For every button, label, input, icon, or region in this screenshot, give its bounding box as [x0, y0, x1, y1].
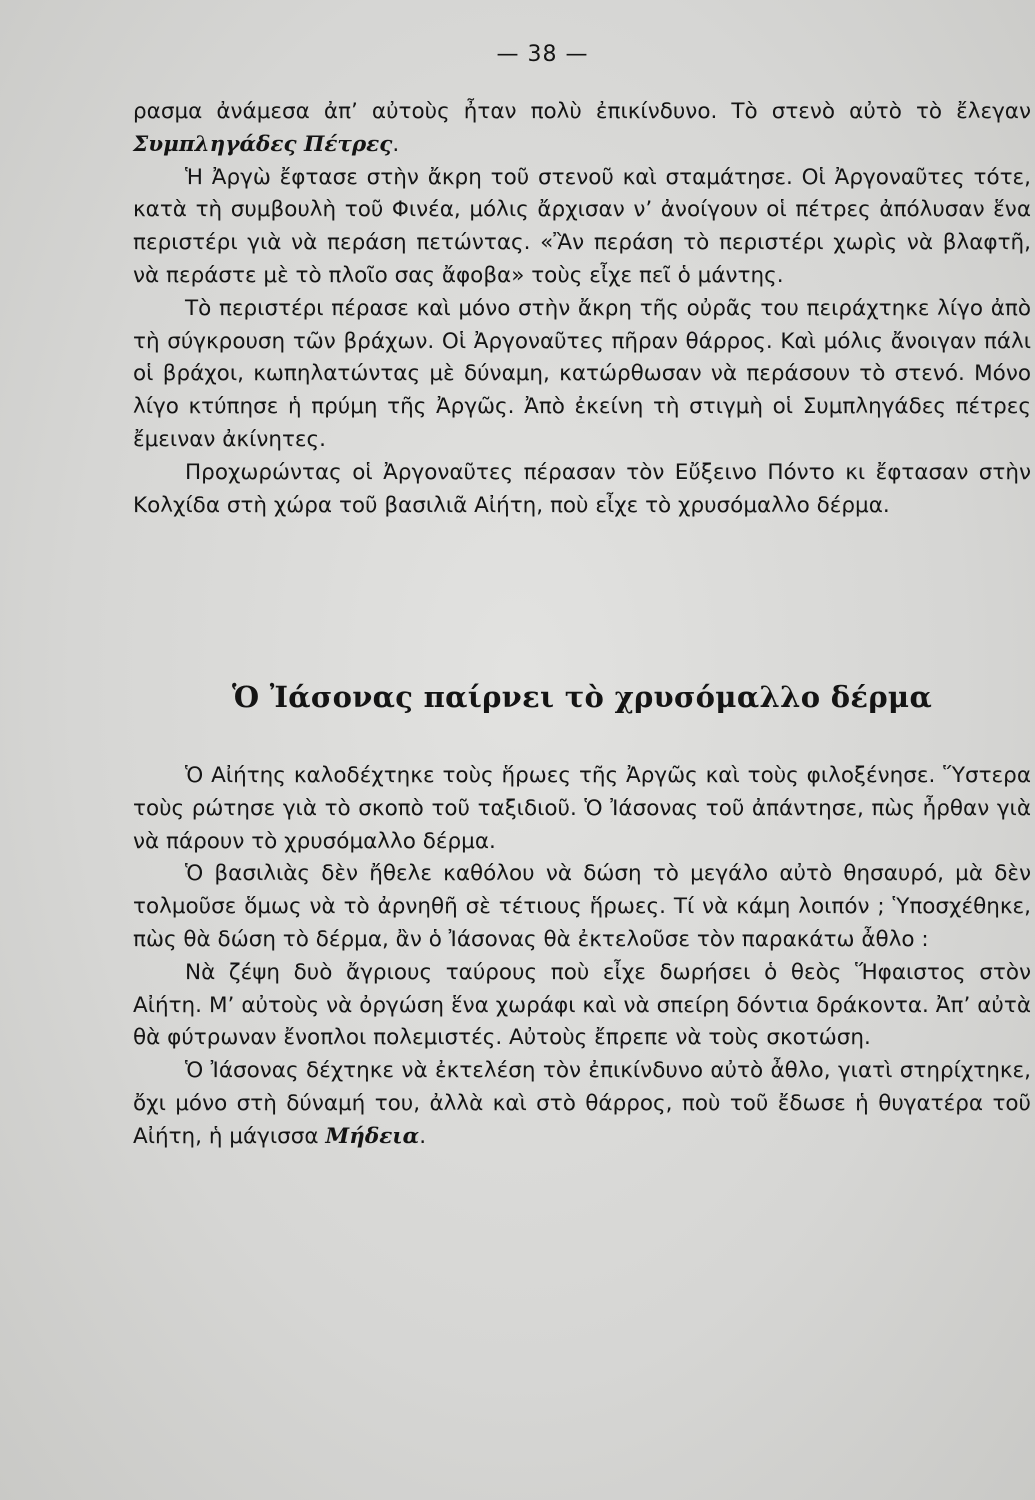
- paragraph-4: Προχωρώντας οἱ Ἀργοναῦτες πέρασαν τὸν Εὔξεινο Πόντο κι ἔφτασαν στὴν Κολχίδα στὴ χώρα τοῦ βασιλιᾶ Αἰήτη, ποὺ εἶχε τὸ χρυσόμαλλο δέρμα.: [133, 459, 1031, 518]
- paragraph-2: Ἡ Ἀργὼ ἔφτασε στὴν ἄκρη τοῦ στενοῦ καὶ σταμάτησε. Οἱ Ἀργοναῦτες τότε, κατὰ τὴ συμβουλὴ τοῦ Φινέα, μόλις ἄρχισαν ν’ ἀνοίγουν οἱ πέτρες ἀπόλυσαν ἕνα περιστέρι γιὰ νὰ περάση πετώντας. «Ἂν περάση τὸ περιστέρι χωρὶς νὰ βλαφτῆ, νὰ περάστε μὲ τὸ πλοῖο σας ἄφοβα» τοὺς εἶχε πεῖ ὁ μάντης.: [133, 164, 1031, 288]
- paragraph-1-text-b: .: [392, 131, 400, 157]
- paragraph-6: Ὁ βασιλιὰς δὲν ἤθελε καθόλου νὰ δώση τὸ μεγάλο αὐτὸ θησαυρό, μὰ δὲν τολμοῦσε ὅμως νὰ τὸ ἀρνηθῆ σὲ τέτιους ἥρωες. Τί νὰ κάμη λοιπόν ; Ὑποσχέθηκε, πὼς θὰ δώση τὸ δέρμα, ἂν ὁ Ἰάσονας θὰ ἐκτελοῦσε τὸν παρακάτω ἆθλο :: [133, 861, 1031, 952]
- paragraph-5: Ὁ Αἰήτης καλοδέχτηκε τοὺς ἥρωες τῆς Ἀργῶς καὶ τοὺς φιλοξένησε. Ὕστερα τοὺς ρώτησε γιὰ τὸ σκοπὸ τοῦ ταξιδιοῦ. Ὁ Ἰάσονας τοῦ ἀπάντησε, πὼς ἦρθαν γιὰ νὰ πάρουν τὸ χρυσόμαλλο δέρμα.: [133, 763, 1031, 854]
- paragraph-3: Τὸ περιστέρι πέρασε καὶ μόνο στὴν ἄκρη τῆς οὐρᾶς του πειράχτηκε λίγο ἀπὸ τὴ σύγκρουση τῶν βράχων. Οἱ Ἀργοναῦτες πῆραν θάρρος. Καὶ μόλις ἄνοιγαν πάλι οἱ βράχοι, κωπηλατώντας μὲ δύναμη, κατώρθωσαν νὰ περάσουν τὸ στενό. Μόνο λίγο κτύπησε ἡ πρύμη τῆς Ἀργῶς. Ἀπὸ ἐκείνη τὴ στιγμὴ οἱ Συμπληγάδες πέτρες ἔμειναν ἀκίνητες.: [133, 295, 1031, 452]
- emphasis-symplegades: Συμπληγάδες Πέτρες: [133, 131, 393, 157]
- paragraph-8-text-b: .: [419, 1123, 427, 1149]
- section-1-text: [133, 96, 1031, 522]
- paragraph-8: [133, 1055, 1031, 1153]
- paragraph-1-text-a: ρασμα ἀνάμεσα ἀπ’ αὐτοὺς ἦταν πολὺ ἐπικίνδυνο. Τὸ στενὸ αὐτὸ τὸ ἔλεγαν: [133, 99, 1031, 124]
- paragraph-8-text-a: Ὁ Ἰάσονας δέχτηκε νὰ ἐκτελέση τὸν ἐπικίνδυνο αὐτὸ ἆθλο, γιατὶ στηρίχτηκε, ὄχι μόνο στὴ δύναμή του, ἀλλὰ καὶ στὸ θάρρος, ποὺ τοῦ ἔδωσε ἡ θυγατέρα τοῦ Αἰήτη, ἡ μάγισσα: [133, 1058, 1031, 1149]
- emphasis-medea: Μήδεια: [325, 1123, 420, 1149]
- page-number: — 38 —: [496, 42, 589, 67]
- paragraph-1: [133, 96, 1031, 162]
- section-2-text: [133, 760, 1031, 1154]
- paragraph-7: Νὰ ζέψη δυὸ ἄγριους ταύρους ποὺ εἶχε δωρήσει ὁ θεὸς Ἥφαιστος στὸν Αἰήτη. Μ’ αὐτοὺς νὰ ὀργώση ἕνα χωράφι καὶ νὰ σπείρη δόντια δράκοντα. Ἀπ’ αὐτὰ θὰ φύτρωναν ἔνοπλοι πολεμιστές. Αὐτοὺς ἔπρεπε νὰ τοὺς σκοτώση.: [133, 959, 1031, 1051]
- section-heading: Ὁ Ἰάσονας παίρνει τὸ χρυσόμαλλο δέρμα: [231, 680, 933, 714]
